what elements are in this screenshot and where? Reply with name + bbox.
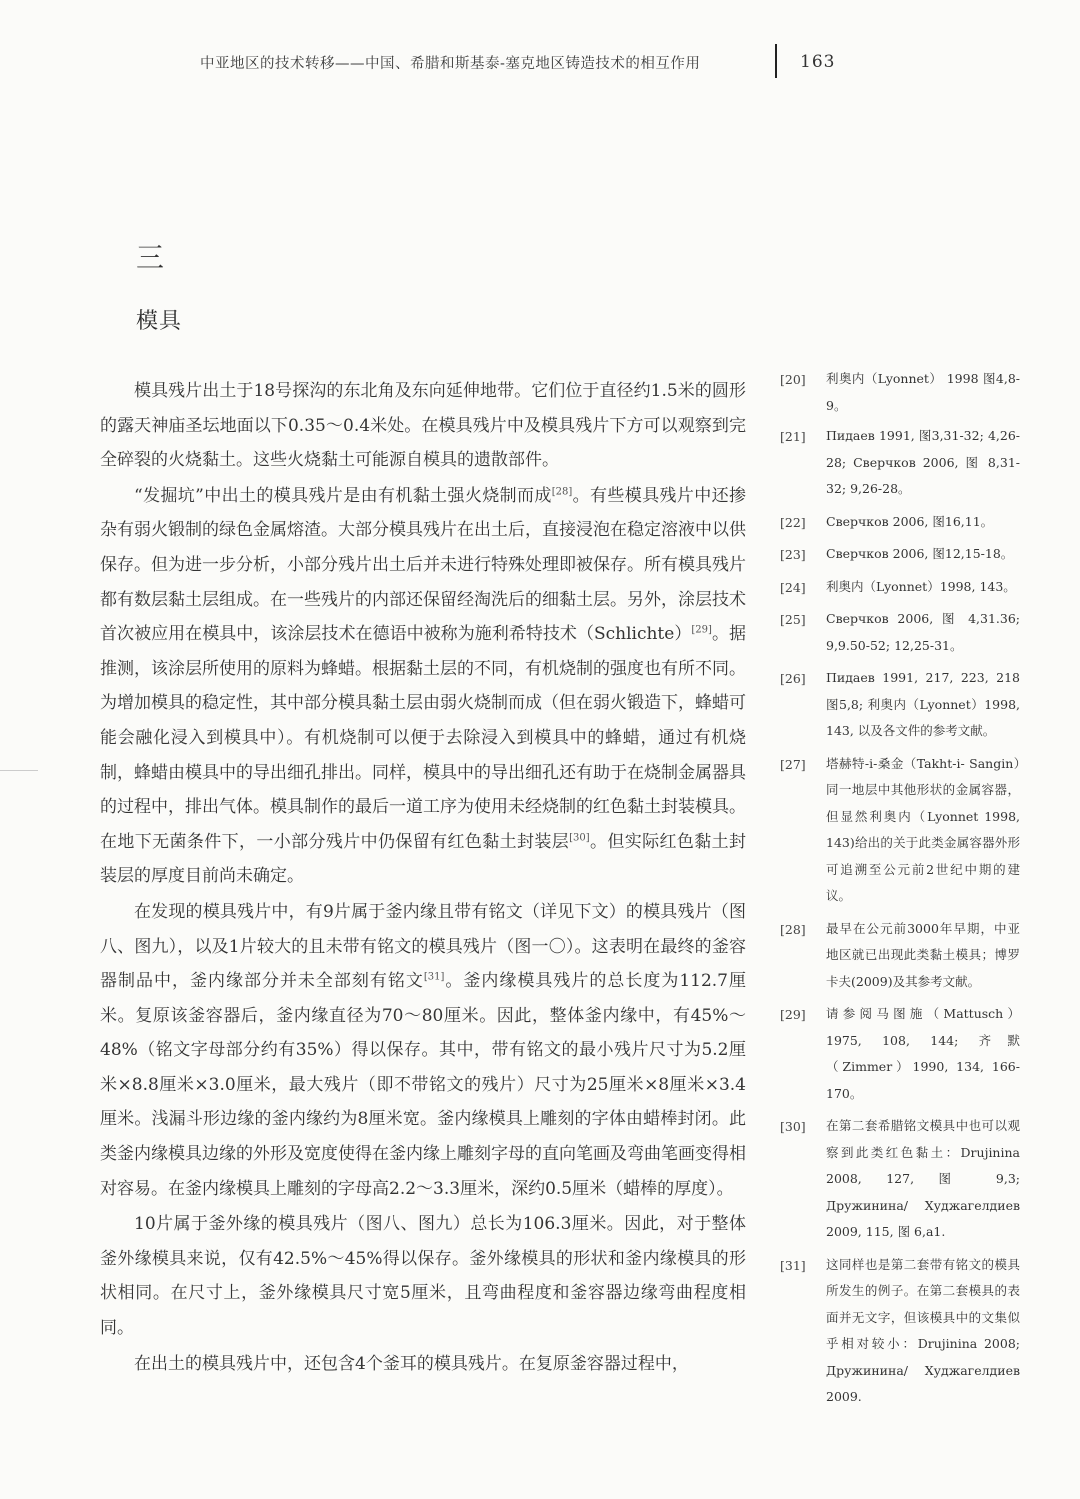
paragraph — [100, 895, 746, 1206]
footnote — [780, 1007, 1020, 1107]
footnote — [780, 515, 1020, 536]
citation-mark: [31] — [423, 971, 445, 983]
footnote-text: Сверчков 2006, 图 4,31.36; 9,9.50-52; 12,25-31。 — [826, 611, 1020, 653]
paragraph-text: 在发现的模具残片中，有9片属于釜内缘且带有铭文（详见下文）的模具残片（图八、图九），以及1片较大的且未带有铭文的模具残片（图一〇）。这表明在最终的釜容器制品中，釜内缘部分并未全部刻有铭文 — [100, 901, 746, 992]
citation-mark: [30] — [569, 832, 590, 844]
footnote-number: [23] — [780, 547, 806, 562]
footnote — [780, 612, 1020, 659]
paragraph-text: “发掘坑”中出土的模具残片是由有机黏土强火烧制而成 — [134, 485, 552, 506]
footnote-text: 最早在公元前3000年早期，中亚地区就已出现此类黏土模具；博罗卡夫(2009)及其参考文献。 — [826, 920, 1020, 989]
footnote-number: [24] — [780, 579, 806, 595]
footnote-number: [20] — [780, 372, 806, 387]
paragraph-text: 。釜内缘模具残片的总长度为112.7厘米。复原该釜容器后，釜内缘直径为70～80厘米。因此，整体釜内缘中，有45%～48%（铭文字母部分约有35%）得以保存。其中，带有铭文的最小残片尺寸为5.2厘米×8.8厘米×3.0厘米，最大残片（即不带铭文的残片）尺寸为25厘米×8厘米×3.4厘米。浅漏斗形边缘的釜内缘约为8厘米宽。釜内缘模具上雕刻的字体由蜡棒封闭。此类釜内缘模具边缘的外形及宽度使得在釜内缘上雕刻字母的直向笔画及弯曲笔画变得相对容易。在釜内缘模具上雕刻的字母高2.2～3.3厘米，深约0.5厘米（蜡棒的厚度）。 — [100, 971, 746, 1199]
footnote — [780, 580, 1020, 601]
footnote — [780, 757, 1020, 910]
section-number: 三 — [136, 241, 165, 274]
footnote — [780, 922, 1020, 996]
footnote — [780, 372, 1020, 419]
footnote-text: 在第二套希腊铭文模具中也可以观察到此类红色黏土：Drujinina 2008, 127, 图 9,3; Дружинина/ Худжагелдиев 2009, 115, 图 6,a1. — [826, 1118, 1020, 1239]
footnote-text: 这同样也是第二套带有铭文的模具所发生的例子。在第二套模具的表面并无文字，但该模具中的文集似乎相对较小：Drujinina 2008; Дружинина/ Худжагелдиев 2009. — [826, 1256, 1020, 1404]
footnote-number: [25] — [780, 612, 806, 627]
section-title: 模具 — [136, 309, 183, 334]
footnote-text: 请参阅马图施（Mattusch）1975, 108, 144; 齐默（Zimmer）1990, 134, 166-170。 — [826, 1006, 1020, 1101]
footnote-number: [21] — [780, 429, 806, 444]
footnote-text: Сверчков 2006, 图12,15-18。 — [826, 546, 1014, 561]
running-head-title: 中亚地区的技术转移——中国、希腊和斯基泰-塞克地区铸造技术的相互作用 — [200, 56, 701, 72]
header-divider — [775, 44, 777, 78]
footnotes-column — [780, 372, 1020, 1411]
margin-mark — [0, 770, 38, 771]
paragraph-text: 10片属于釜外缘的模具残片（图八、图九）总长为106.3厘米。因此，对于整体釜外缘模具来说，仅有42.5%～45%得以保存。釜外缘模具的形状和釜内缘模具的形状相同。在尺寸上，釜外缘模具尺寸宽5厘米，且弯曲程度和釜容器边缘弯曲程度相同。 — [100, 1214, 746, 1339]
paragraph — [100, 1207, 746, 1345]
footnote-text: 利奥内（Lyonnet） 1998 图4,8-9。 — [826, 371, 1020, 413]
footnote — [780, 671, 1020, 745]
paragraph-text: 。但实际红色黏土封装层的厚度目前尚未确定。 — [100, 831, 747, 887]
footnote-text: Пидаев 1991, 217, 223, 218 图5,8; 利奥内（Lyonnet）1998, 143, 以及各文件的参考文献。 — [826, 670, 1020, 738]
main-text — [100, 374, 746, 1381]
citation-mark: [29] — [691, 624, 712, 636]
paragraph — [100, 374, 746, 478]
footnote-number: [30] — [780, 1119, 806, 1134]
footnote-number: [29] — [780, 1007, 806, 1022]
footnote-text: Сверчков 2006, 图16,11。 — [826, 513, 994, 529]
page-number: 163 — [800, 52, 836, 72]
footnote-number: [22] — [780, 514, 806, 530]
footnote — [780, 429, 1020, 503]
footnote-number: [27] — [780, 756, 806, 772]
paragraph — [100, 479, 746, 894]
footnote — [780, 1119, 1020, 1246]
paragraph-text: 在出土的模具残片中，还包含4个釜耳的模具残片。在复原釜容器过程中， — [134, 1353, 689, 1374]
footnote — [780, 1258, 1020, 1411]
footnote-number: [28] — [780, 921, 806, 937]
footnote-text: 利奥内（Lyonnet）1998, 143。 — [826, 578, 1016, 594]
paragraph — [100, 1347, 746, 1382]
footnote — [780, 547, 1020, 568]
citation-mark: [28] — [551, 486, 573, 498]
paragraph-text: 模具残片出土于18号探沟的东北角及东向延伸地带。它们位于直径约1.5米的圆形的露天神庙圣坛地面以下0.35～0.4米处。在模具残片中及模具残片下方可以观察到完全碎裂的火烧黏土。这些火烧黏土可能源自模具的遗散部件。 — [100, 381, 746, 471]
footnote-text: Пидаев 1991, 图3,31-32; 4,26-28; Сверчков 2006, 图 8,31-32; 9,26-28。 — [826, 428, 1020, 496]
footnote-number: [31] — [780, 1257, 806, 1273]
footnote-number: [26] — [780, 671, 806, 686]
paragraph-text: 。据推测，该涂层所使用的原料为蜂蜡。根据黏土层的不同，有机烧制的强度也有所不同。为增加模具的稳定性，其中部分模具黏土层由弱火烧制而成（但在弱火锻造下，蜂蜡可能会融化浸入到模具中）。有机烧制可以便于去除浸入到模具中的蜂蜡，通过有机烧制，蜂蜡由模具中的导出细孔排出。同样，模具中的导出细孔还有助于在烧制金属器具的过程中，排出气体。模具制作的最后一道工序为使用未经烧制的红色黏土封装模具。在地下无菌条件下，一小部分残片中仍保留有红色黏土封装层 — [100, 624, 747, 852]
footnote-text: 塔赫特-i-桑金（Takht-i- Sangin）同一地层中其他形状的金属容器，但显然利奥内（Lyonnet 1998, 143)给出的关于此类金属容器外形可追溯至公元前2世纪中期的建议。 — [826, 755, 1020, 903]
paragraph-text: 。有些模具残片中还掺杂有弱火锻制的绿色金属熔渣。大部分模具残片在出土后，直接浸泡在稳定溶液中以供保存。但为进一步分析，小部分残片出土后并未进行特殊处理即被保存。所有模具残片都有数层黏土层组成。在一些残片的内部还保留经淘洗后的细黏土层。另外，涂层技术首次被应用在模具中，该涂层技术在德语中被称为施利希特技术（Schlichte） — [100, 485, 747, 645]
